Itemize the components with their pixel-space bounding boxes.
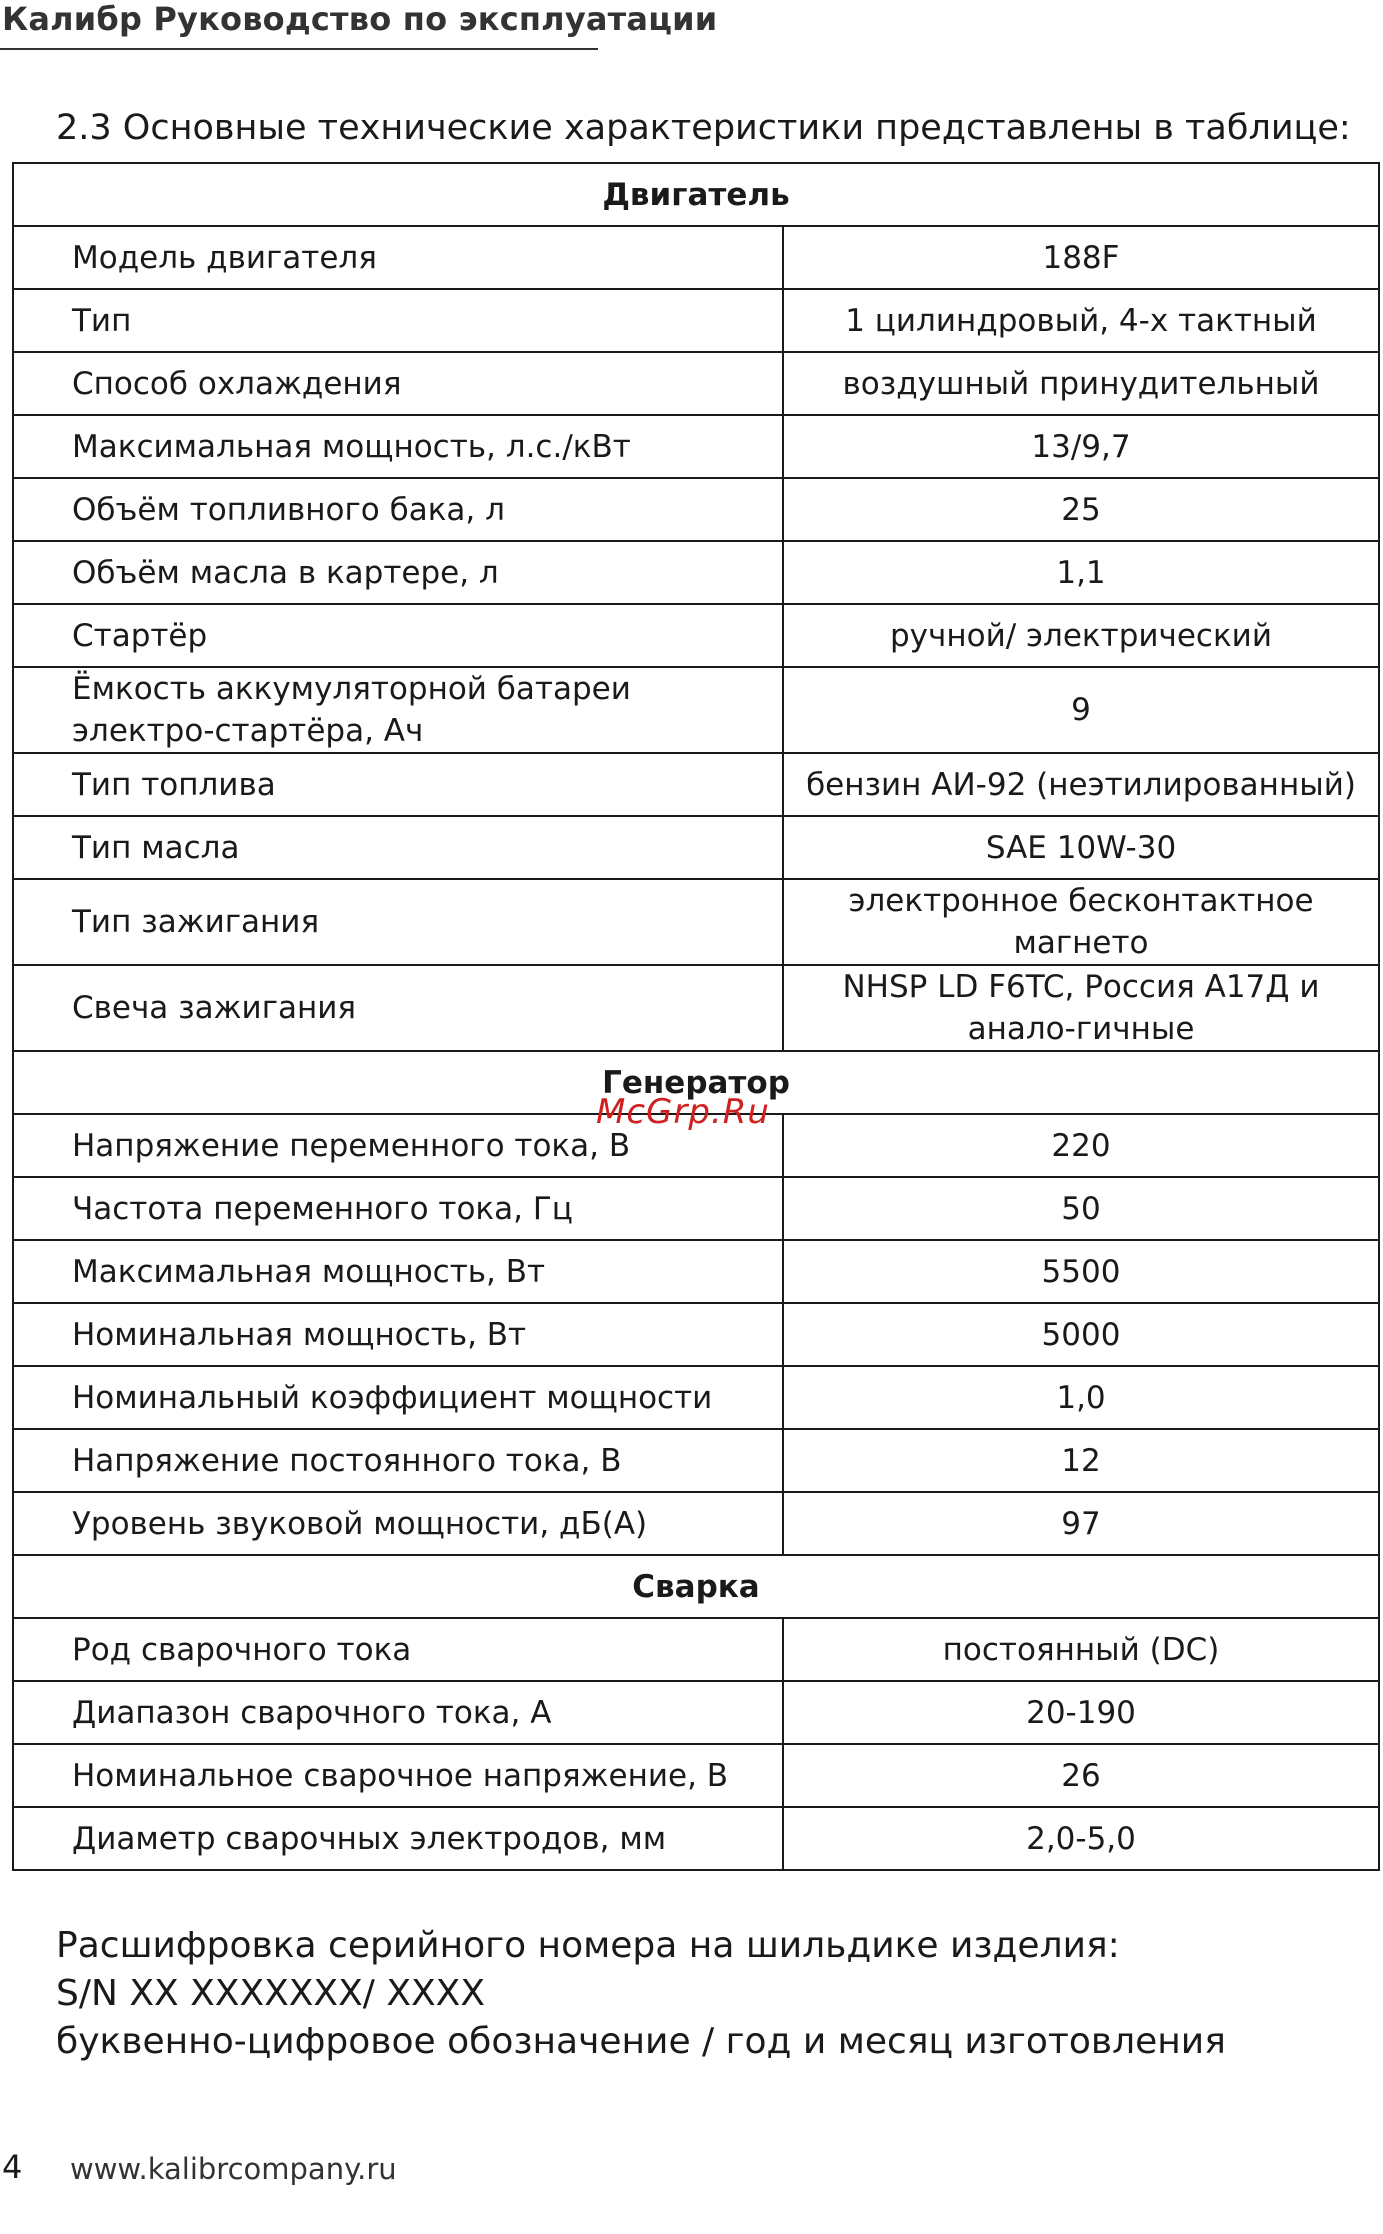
param-cell: Номинальное сварочное напряжение, В bbox=[13, 1744, 783, 1807]
table-row bbox=[13, 1681, 1379, 1744]
value-cell: 25 bbox=[783, 478, 1379, 541]
param-cell: Объём топливного бака, л bbox=[13, 478, 783, 541]
table-row bbox=[13, 226, 1379, 289]
value-cell: 12 bbox=[783, 1429, 1379, 1492]
value-cell: 13/9,7 bbox=[783, 415, 1379, 478]
param-cell: Уровень звуковой мощности, дБ(А) bbox=[13, 1492, 783, 1555]
param-cell: Стартёр bbox=[13, 604, 783, 667]
table-row bbox=[13, 478, 1379, 541]
param-cell: Модель двигателя bbox=[13, 226, 783, 289]
value-cell: воздушный принудительный bbox=[783, 352, 1379, 415]
value-cell: 26 bbox=[783, 1744, 1379, 1807]
value-cell: ручной/ электрический bbox=[783, 604, 1379, 667]
param-cell: Способ охлаждения bbox=[13, 352, 783, 415]
value-cell: 50 bbox=[783, 1177, 1379, 1240]
value-cell: 20-190 bbox=[783, 1681, 1379, 1744]
param-cell: Тип bbox=[13, 289, 783, 352]
value-cell: 188F bbox=[783, 226, 1379, 289]
section-row-engine bbox=[13, 163, 1379, 226]
section-row-welding bbox=[13, 1555, 1379, 1618]
table-row bbox=[13, 1744, 1379, 1807]
value-cell: электронное бесконтактное магнето bbox=[783, 879, 1379, 965]
table-row bbox=[13, 352, 1379, 415]
param-cell: Тип зажигания bbox=[13, 879, 783, 965]
serial-format: S/N XX XXXXXXX/ XXXX bbox=[56, 1973, 485, 2014]
header-divider bbox=[0, 48, 598, 50]
param-cell: Свеча зажигания bbox=[13, 965, 783, 1051]
section-title-welding: Сварка bbox=[13, 1555, 1379, 1618]
table-row bbox=[13, 1807, 1379, 1870]
section-title-engine: Двигатель bbox=[13, 163, 1379, 226]
param-cell: Напряжение переменного тока, В bbox=[13, 1114, 783, 1177]
table-row bbox=[13, 816, 1379, 879]
table-row bbox=[13, 1303, 1379, 1366]
table-row bbox=[13, 1618, 1379, 1681]
param-cell: Напряжение постоянного тока, В bbox=[13, 1429, 783, 1492]
watermark: McGrp.Ru bbox=[596, 1092, 770, 1132]
table-row bbox=[13, 1429, 1379, 1492]
param-cell: Частота переменного тока, Гц bbox=[13, 1177, 783, 1240]
value-cell: 97 bbox=[783, 1492, 1379, 1555]
value-cell: 5000 bbox=[783, 1303, 1379, 1366]
value-cell: 2,0-5,0 bbox=[783, 1807, 1379, 1870]
param-cell: Ёмкость аккумуляторной батареи электро-стартёра, Ач bbox=[13, 667, 783, 753]
table-row bbox=[13, 753, 1379, 816]
table-row bbox=[13, 1492, 1379, 1555]
param-cell: Номинальная мощность, Вт bbox=[13, 1303, 783, 1366]
table-row bbox=[13, 1366, 1379, 1429]
serial-heading: Расшифровка серийного номера на шильдике изделия: bbox=[56, 1925, 1120, 1966]
table-row bbox=[13, 667, 1379, 753]
value-cell: бензин АИ-92 (неэтилированный) bbox=[783, 753, 1379, 816]
value-cell: SAE 10W-30 bbox=[783, 816, 1379, 879]
value-cell: 220 bbox=[783, 1114, 1379, 1177]
footer-website: www.kalibrcompany.ru bbox=[70, 2152, 397, 2186]
table-row bbox=[13, 879, 1379, 965]
serial-description: буквенно-цифровое обозначение / год и месяц изготовления bbox=[56, 2021, 1226, 2062]
table-row bbox=[13, 541, 1379, 604]
param-cell: Максимальная мощность, л.с./кВт bbox=[13, 415, 783, 478]
document-header-title: Калибр Руководство по эксплуатации bbox=[2, 0, 718, 38]
param-cell: Диапазон сварочного тока, А bbox=[13, 1681, 783, 1744]
table-row bbox=[13, 289, 1379, 352]
value-cell: постоянный (DC) bbox=[783, 1618, 1379, 1681]
value-cell: 9 bbox=[783, 667, 1379, 753]
param-cell: Максимальная мощность, Вт bbox=[13, 1240, 783, 1303]
param-cell: Тип топлива bbox=[13, 753, 783, 816]
param-cell: Род сварочного тока bbox=[13, 1618, 783, 1681]
value-cell: 1,0 bbox=[783, 1366, 1379, 1429]
value-cell: NHSP LD F6TC, Россия А17Д и анало-гичные bbox=[783, 965, 1379, 1051]
param-cell: Диаметр сварочных электродов, мм bbox=[13, 1807, 783, 1870]
specifications-table bbox=[12, 162, 1380, 1871]
section-title-generator: Генератор bbox=[13, 1051, 1379, 1114]
section-intro-heading: 2.3 Основные технические характеристики представлены в таблице: bbox=[56, 108, 1351, 148]
table-row bbox=[13, 415, 1379, 478]
serial-number-decoding bbox=[56, 1922, 1226, 2066]
param-cell: Объём масла в картере, л bbox=[13, 541, 783, 604]
value-cell: 1,1 bbox=[783, 541, 1379, 604]
table-row bbox=[13, 1177, 1379, 1240]
table-row bbox=[13, 1240, 1379, 1303]
page-number: 4 bbox=[2, 2148, 23, 2186]
param-cell: Тип масла bbox=[13, 816, 783, 879]
param-cell: Номинальный коэффициент мощности bbox=[13, 1366, 783, 1429]
value-cell: 5500 bbox=[783, 1240, 1379, 1303]
table-row bbox=[13, 965, 1379, 1051]
table-row bbox=[13, 604, 1379, 667]
value-cell: 1 цилиндровый, 4-х тактный bbox=[783, 289, 1379, 352]
